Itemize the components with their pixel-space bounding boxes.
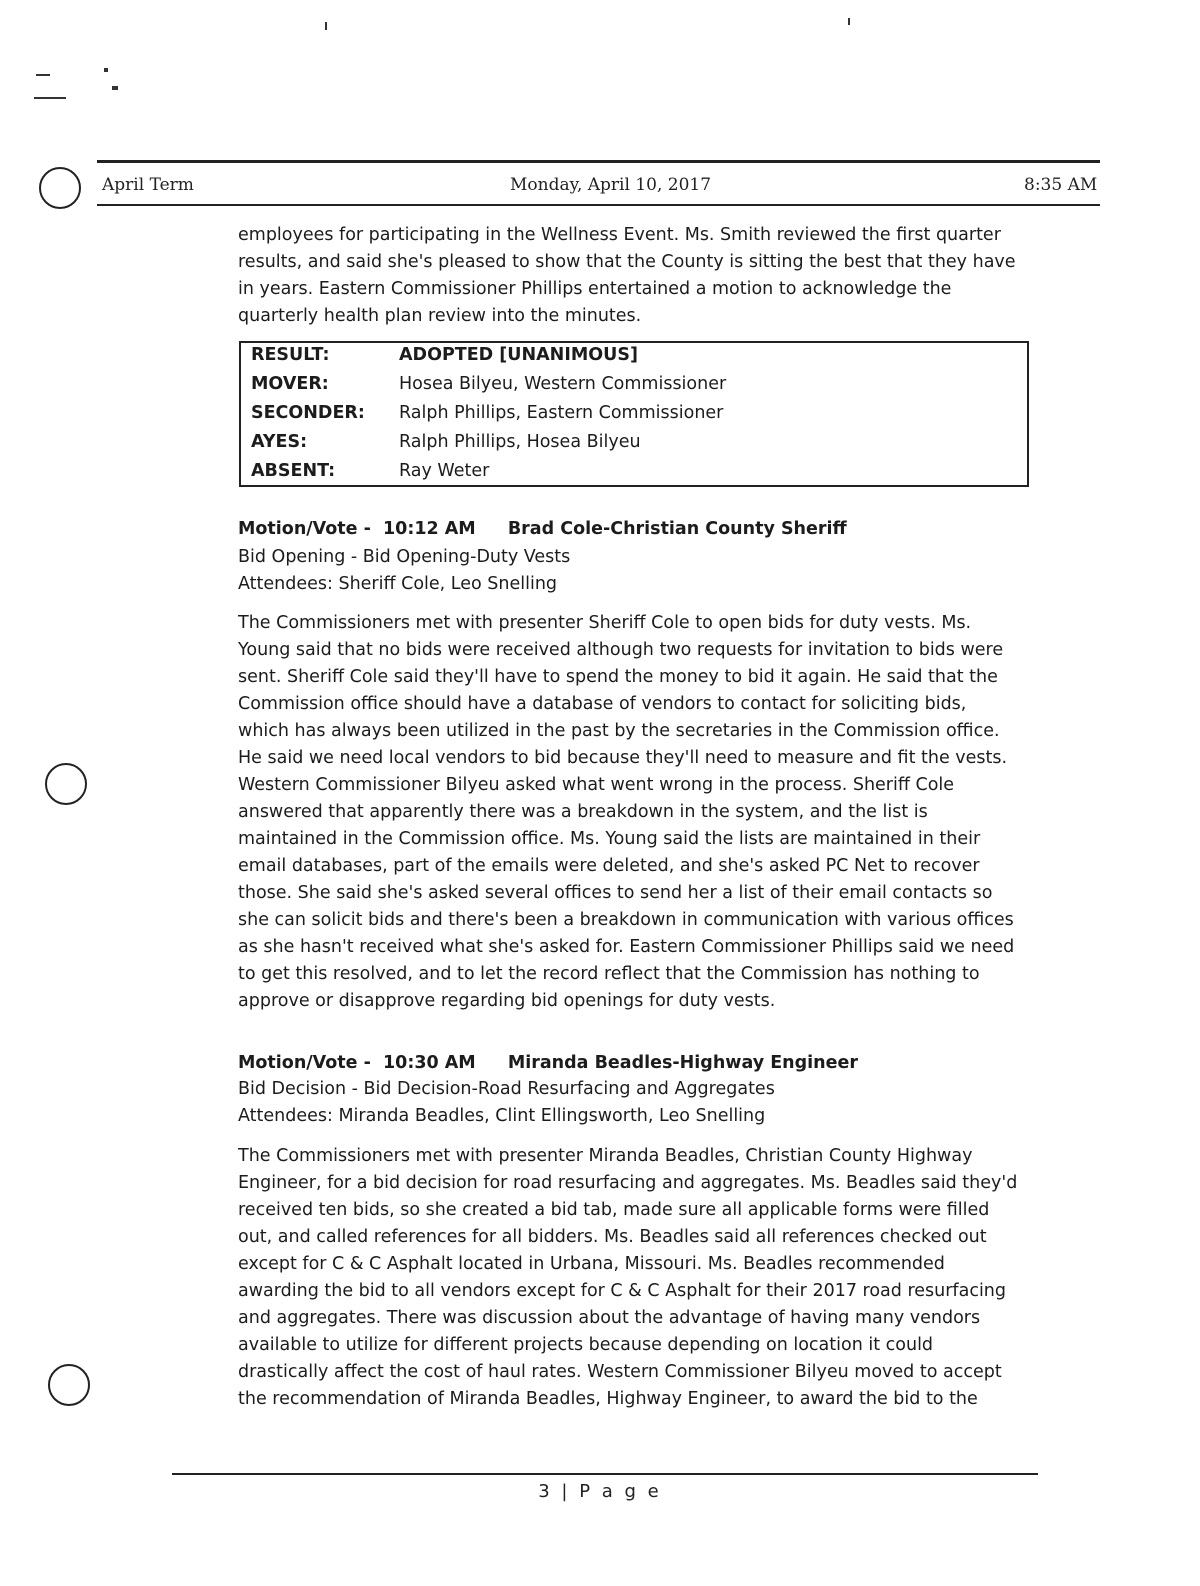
header-term: April Term (102, 175, 194, 195)
text-line: Commission office should have a database of vendors to contact for soliciting bids, (238, 694, 967, 714)
scan-speck (36, 74, 50, 76)
scan-speck (34, 97, 66, 99)
scan-speck (112, 86, 118, 90)
header-date: Monday, April 10, 2017 (510, 175, 712, 195)
vote-result-table (239, 341, 1029, 487)
text-line: which has always been utilized in the past by the secretaries in the Commission office. (238, 721, 1000, 741)
text-line: in years. Eastern Commissioner Phillips entertained a motion to acknowledge the (238, 279, 952, 299)
item1-attendees: Attendees: Sheriff Cole, Leo Snelling (238, 574, 558, 594)
text-line: Young said that no bids were received although two requests for invitation to bids were (238, 640, 1004, 660)
item-time: 10:30 AM (382, 1053, 476, 1073)
item-presenter: Brad Cole-Christian County Sheriff (507, 519, 847, 539)
vote-label: SECONDER: (251, 403, 365, 423)
text-line: available to utilize for different projects because depending on location it could (238, 1335, 934, 1355)
item-type: Motion/Vote - (238, 1053, 371, 1073)
header-rule-top (97, 160, 1100, 163)
punch-hole-icon (48, 1364, 90, 1406)
vote-value: ADOPTED [UNANIMOUS] (399, 345, 638, 365)
text-line: Western Commissioner Bilyeu asked what went wrong in the process. Sheriff Cole (238, 775, 955, 795)
text-line: she can solicit bids and there's been a breakdown in communication with various offices (238, 910, 1014, 930)
item-time: 10:12 AM (382, 519, 476, 539)
text-line: those. She said she's asked several offices to send her a list of their email contacts so (238, 883, 993, 903)
text-line: employees for participating in the Wellness Event. Ms. Smith reviewed the first quarter (238, 225, 1001, 245)
vote-value: Ralph Phillips, Hosea Bilyeu (399, 432, 641, 452)
scan-speck (104, 68, 108, 72)
punch-hole-icon (45, 763, 87, 805)
item1-body (238, 610, 1038, 1015)
vote-value: Hosea Bilyeu, Western Commissioner (399, 374, 727, 394)
vote-value: Ralph Phillips, Eastern Commissioner (399, 403, 724, 423)
text-line: The Commissioners met with presenter Miranda Beadles, Christian County Highway (238, 1146, 973, 1166)
text-line: maintained in the Commission office. Ms. Young said the lists are maintained in their (238, 829, 981, 849)
item-type: Motion/Vote - (238, 519, 371, 539)
page-number: 3 | P a g e (538, 1481, 662, 1502)
item2-body (238, 1143, 1038, 1413)
scan-speck (325, 22, 327, 30)
text-line: awarding the bid to all vendors except for C & C Asphalt for their 2017 road resurfacing (238, 1281, 1007, 1301)
punch-hole-icon (39, 167, 81, 209)
header-rule-bottom (97, 204, 1100, 206)
vote-label: AYES: (251, 432, 308, 452)
text-line: the recommendation of Miranda Beadles, Highway Engineer, to award the bid to the (238, 1389, 978, 1409)
text-line: except for C & C Asphalt located in Urbana, Missouri. Ms. Beadles recommended (238, 1254, 945, 1274)
vote-value: Ray Weter (399, 461, 490, 481)
vote-label: RESULT: (251, 345, 330, 365)
item2-heading (238, 1053, 858, 1073)
footer-rule (172, 1473, 1038, 1475)
text-line: email databases, part of the emails were deleted, and she's asked PC Net to recover (238, 856, 980, 876)
scan-speck (848, 18, 850, 25)
text-line: to get this resolved, and to let the record reflect that the Commission has nothing to (238, 964, 980, 984)
item1-heading (238, 519, 847, 539)
text-line: He said we need local vendors to bid because they'll need to measure and fit the vests. (238, 748, 1008, 768)
text-line: results, and said she's pleased to show that the County is sitting the best that they have (238, 252, 1016, 272)
text-line: received ten bids, so she created a bid tab, made sure all applicable forms were filled (238, 1200, 990, 1220)
text-line: as she hasn't received what she's asked for. Eastern Commissioner Phillips said we need (238, 937, 1015, 957)
text-line: sent. Sheriff Cole said they'll have to spend the money to bid it again. He said that the (238, 667, 998, 687)
vote-label: ABSENT: (251, 461, 336, 481)
text-line: quarterly health plan review into the minutes. (238, 306, 642, 326)
text-line: approve or disapprove regarding bid openings for duty vests. (238, 991, 776, 1011)
item2-subject: Bid Decision - Bid Decision-Road Resurfacing and Aggregates (238, 1079, 775, 1099)
text-line: The Commissioners met with presenter Sheriff Cole to open bids for duty vests. Ms. (238, 613, 972, 633)
item1-subject: Bid Opening - Bid Opening-Duty Vests (238, 547, 571, 567)
intro-paragraph (238, 222, 1038, 330)
text-line: out, and called references for all bidders. Ms. Beadles said all references checked out (238, 1227, 987, 1247)
text-line: drastically affect the cost of haul rates. Western Commissioner Bilyeu moved to accept (238, 1362, 1002, 1382)
text-line: Engineer, for a bid decision for road resurfacing and aggregates. Ms. Beadles said they'd (238, 1173, 1018, 1193)
header-time: 8:35 AM (1024, 175, 1098, 195)
vote-label: MOVER: (251, 374, 329, 394)
text-line: answered that apparently there was a breakdown in the system, and the list is (238, 802, 928, 822)
item2-attendees: Attendees: Miranda Beadles, Clint Ellingsworth, Leo Snelling (238, 1106, 766, 1126)
item-presenter: Miranda Beadles-Highway Engineer (507, 1053, 858, 1073)
text-line: and aggregates. There was discussion about the advantage of having many vendors (238, 1308, 981, 1328)
